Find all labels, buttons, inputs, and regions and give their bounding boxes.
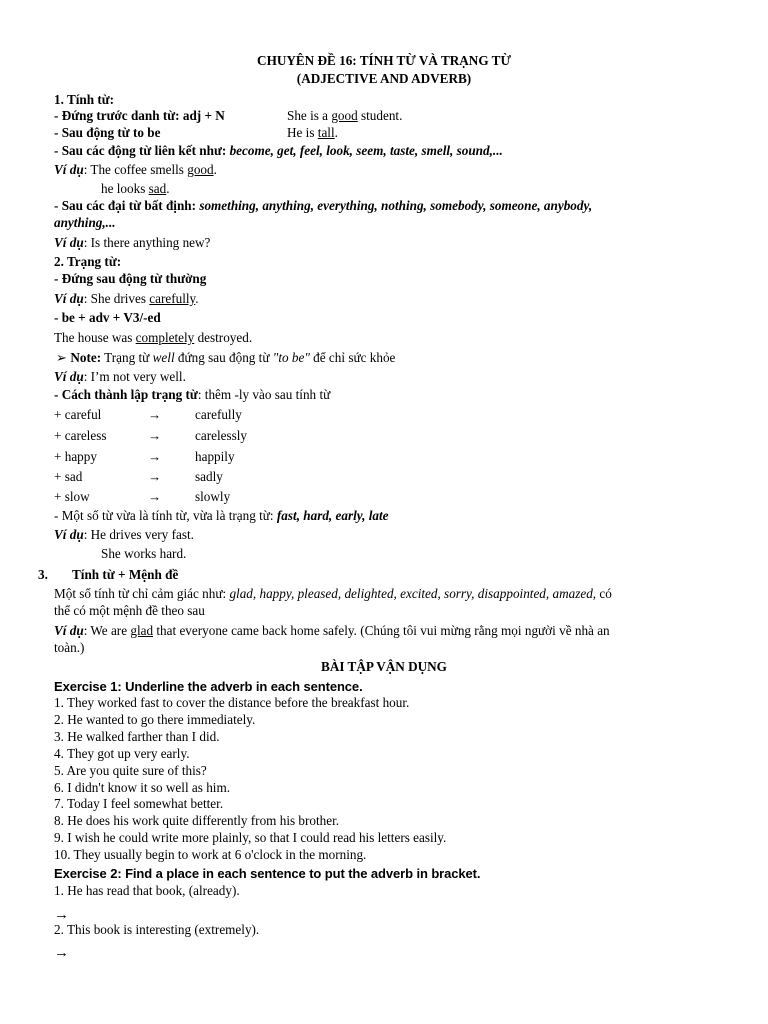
arrow-icon: → [148, 469, 162, 484]
example-house-destroyed: The house was completely destroyed. [54, 330, 253, 345]
rule-linking-verbs: - Sau các động từ liên kết như: become, get, feel, look, seem, taste, smell, sound,... [54, 143, 503, 158]
pair-adverb: carefully [195, 407, 242, 422]
section3-number: 3. [38, 567, 48, 582]
practice-heading: BÀI TẬP VẬN DỤNG [321, 659, 447, 674]
rule-after-be-example: He is tall. [287, 125, 338, 140]
document-subtitle: (ADJECTIVE AND ADVERB) [296, 71, 472, 86]
example-glad: Ví dụ: We are glad that everyone came back home safely. (Chúng tôi vui mừng rằng mọi người về nhà an [54, 623, 610, 638]
exercise1-heading: Exercise 1: Underline the adverb in each sentence. [54, 679, 363, 694]
exercise-item: 9. I wish he could write more plainly, so that I could read his letters easily. [54, 830, 447, 845]
exercise-item: 2. This book is interesting (extremely). [54, 922, 260, 937]
exercise-item: 2. He wanted to go there immediately. [54, 712, 256, 727]
section3-description: Một số tính từ chỉ cảm giác như: glad, happy, pleased, delighted, excited, sorry, disappointed, amazed, có [54, 586, 612, 601]
example-looks-sad: he looks sad. [101, 181, 170, 196]
exercise-item: 3. He walked farther than I did. [54, 729, 220, 744]
answer-arrow-icon: → [54, 907, 69, 923]
pair-adverb: happily [195, 449, 235, 464]
rule-both-adj-adv: - Một số từ vừa là tính từ, vừa là trạng từ: fast, hard, early, late [54, 508, 389, 523]
exercise2-heading: Exercise 2: Find a place in each sentence to put the adverb in bracket. [54, 866, 481, 881]
rule-before-noun-example: She is a good student. [287, 108, 403, 123]
arrow-icon: → [148, 428, 162, 443]
arrow-icon: → [148, 489, 162, 504]
rule-indefinite-pronouns: - Sau các đại từ bất định: something, anything, everything, nothing, somebody, someone, anybody, [54, 198, 593, 213]
exercise-item: 8. He does his work quite differently from his brother. [54, 813, 340, 828]
exercise-item: 5. Are you quite sure of this? [54, 763, 207, 778]
exercise-item: 1. He has read that book, (already). [54, 883, 240, 898]
exercise-item: 4. They got up very early. [54, 746, 190, 761]
pair-row: + slow [54, 489, 90, 504]
arrow-icon: → [148, 449, 162, 464]
section2-heading: 2. Trạng từ: [54, 254, 122, 269]
exercise-item: 1. They worked fast to cover the distance before the breakfast hour. [54, 695, 410, 710]
pair-adverb: sadly [195, 469, 223, 484]
example-works-hard: She works hard. [101, 546, 187, 561]
note-arrow-icon: ➢ [56, 350, 68, 365]
exercise-item: 10. They usually begin to work at 6 o'clock in the morning. [54, 847, 367, 862]
pair-row: + careless [54, 428, 107, 443]
section3-heading: Tính từ + Mệnh đề [72, 567, 179, 582]
rule-be-adv-v3: - be + adv + V3/-ed [54, 310, 161, 325]
section1-heading: 1. Tính từ: [54, 92, 115, 107]
example-drives-carefully: Ví dụ: She drives carefully. [54, 291, 199, 306]
example-drives-fast: Ví dụ: He drives very fast. [54, 527, 194, 542]
example-not-very-well: Ví dụ: I’m not very well. [54, 369, 186, 384]
rule-forming-adverbs: - Cách thành lập trạng từ: thêm -ly vào sau tính từ [54, 387, 331, 402]
rule-indefinite-pronouns-cont: anything,... [54, 215, 116, 230]
rule-after-verb: - Đứng sau động từ thường [54, 271, 207, 286]
example-coffee: Ví dụ: The coffee smells good. [54, 162, 217, 177]
pair-row: + sad [54, 469, 83, 484]
exercise-item: 7. Today I feel somewhat better. [54, 796, 224, 811]
pair-row: + careful [54, 407, 102, 422]
document-title: CHUYÊN ĐỀ 16: TÍNH TỪ VÀ TRẠNG TỪ [257, 53, 511, 68]
answer-arrow-icon: → [54, 945, 69, 961]
section3-description-cont: thể có một mệnh đề theo sau [54, 603, 205, 618]
example-anything-new: Ví dụ: Is there anything new? [54, 235, 211, 250]
pair-adverb: slowly [195, 489, 231, 504]
example-glad-cont: toàn.) [54, 640, 85, 655]
exercise-item: 6. I didn't know it so well as him. [54, 780, 231, 795]
rule-after-be: - Sau động từ to be [54, 125, 161, 140]
pair-row: + happy [54, 449, 97, 464]
pair-adverb: carelessly [195, 428, 247, 443]
arrow-icon: → [148, 407, 162, 422]
note-line: ➢ Note: Trạng từ well đứng sau động từ "to be" để chỉ sức khỏe [56, 350, 396, 365]
rule-before-noun: - Đứng trước danh từ: adj + N [54, 108, 225, 123]
